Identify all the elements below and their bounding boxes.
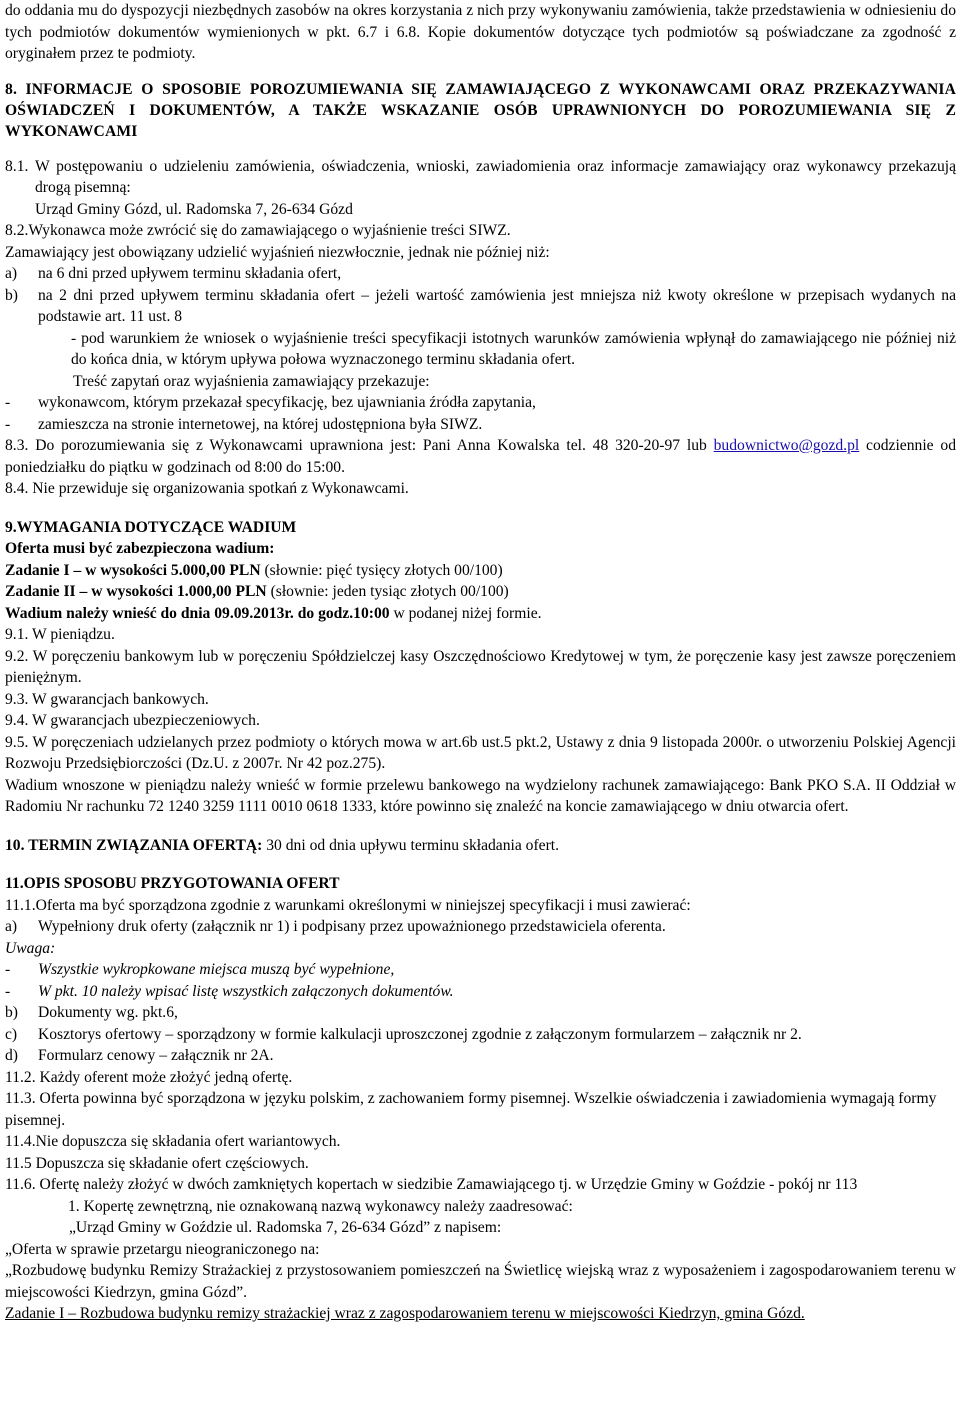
point-number: 8.1. xyxy=(5,157,29,175)
deposit-deadline xyxy=(5,603,956,625)
envelope-instruction xyxy=(5,1196,956,1218)
point-11-4: 11.4.Nie dopuszcza się składania ofert wariantowych. xyxy=(5,1133,341,1150)
envelope-number: 1. xyxy=(68,1197,80,1215)
offer-item-b xyxy=(5,1002,956,1024)
spacer xyxy=(5,856,956,873)
section-8-heading: 8. INFORMACJE O SPOSOBIE POROZUMIEWANIA SIĘ ZAMAWIAJĄCEGO Z WYKONAWCAMI ORAZ PRZEKAZYWANIA OŚWIADCZEŃ I DOKUMENTÓW, A TAKŻE WSKAZANIE OSÓB UPRAWNIONYCH DO POROZUMIEWANIA SIĘ Z WYKONAWCAMI xyxy=(5,80,956,140)
list-item-b xyxy=(5,285,956,328)
list-item-a xyxy=(5,263,956,285)
note-label: Uwaga: xyxy=(5,939,56,957)
spacer xyxy=(5,142,956,156)
point-9-2: 9.2. W poręczeniu bankowym lub w poręczeniu Spółdzielczej kasy Oszczędnościowo Kredytowej w tym, że poręczenie kasy jest zawsze poręczeniem pieniężnym. xyxy=(5,647,956,686)
point-8-4: 8.4. Nie przewiduje się organizowania spotkań z Wykonawcami. xyxy=(5,480,409,497)
list-text: Kosztorys ofertowy – sporządzony w formie kalkulacji uproszczonej zgodnie z załączonym formularzem – załącznik nr 2. xyxy=(38,1025,802,1043)
point-11-3: 11.3. Oferta powinna być sporządzona w języku polskim, z zachowaniem formy pisemnej. Wszelkie oświadczenia i zawiadomienia wymagają formy pisemnej. xyxy=(5,1090,937,1129)
contact-hours: codziennie od poniedziałku do piątku w godzinach od 8:00 do 15:00. xyxy=(5,437,956,476)
point-11-2: 11.2. Każdy oferent może złożyć jedną ofertę. xyxy=(5,1068,293,1086)
dash-item-2 xyxy=(5,414,956,436)
point-8-2-deadline: Zamawiający jest obowiązany udzielić wyjaśnień niezwłocznie, jednak nie później niż: xyxy=(5,243,550,261)
list-text: Dokumenty wg. pkt.6, xyxy=(38,1004,178,1021)
contact-text: 8.3. Do porozumiewania się z Wykonawcami uprawniona jest: Pani Anna Kowalska tel. 48 320-20-97 lub xyxy=(5,437,707,454)
list-label: b) xyxy=(5,1004,18,1021)
point-text: W postępowaniu o udzieleniu zamówienia, oświadczenia, wnioski, zawiadomienia oraz informacje zamawiający oraz wykonawcy przekazują drogą pisemną: xyxy=(35,157,956,196)
condition-paragraph: - pod warunkiem że wniosek o wyjaśnienie treści specyfikacji istotnych warunków zamówienia wpłynął do zamawiającego nie później niż do końca dnia, w którym upływa połowa wyznaczonego terminu składania ofert. xyxy=(71,329,956,368)
deadline-bold: Wadium należy wnieść do dnia 09.09.2013r. do godz.10:00 xyxy=(5,604,390,622)
spacer xyxy=(5,500,956,517)
section-9-heading: 9.WYMAGANIA DOTYCZĄCE WADIUM xyxy=(5,518,297,536)
offer-item-d xyxy=(5,1045,956,1067)
deadline-rest: w podanej niżej formie. xyxy=(389,604,542,622)
point-9-4: 9.4. W gwarancjach ubezpieczeniowych. xyxy=(5,712,260,729)
list-label: c) xyxy=(5,1025,18,1043)
list-label: a) xyxy=(5,265,18,282)
questions-paragraph: Treść zapytań oraz wyjaśnienia zamawiający przekazuje: xyxy=(73,372,430,390)
point-11-1: 11.1.Oferta ma być sporządzona zgodnie z warunkami określonymi w niniejszej specyfikacji i musi zawierać: xyxy=(5,896,691,914)
task-2-deposit xyxy=(5,581,956,603)
envelope-address: „Urząd Gminy w Goździe ul. Radomska 7, 26-634 Gózd” z napisem: xyxy=(69,1219,502,1236)
section-10-text: 30 dni od dnia upływu terminu składania ofert. xyxy=(262,836,560,854)
spacer xyxy=(5,818,956,835)
offer-item-a xyxy=(5,916,956,938)
tender-title: „Rozbudowę budynku Remizy Strażackiej z przystosowaniem pomieszczeń na Świetlicę wiejską wraz z wyposażeniem i zagospodarowaniem terenu w miejscowości Kiedrzyn, gmina Gózd”. xyxy=(5,1262,956,1301)
dash-mark: - xyxy=(5,961,11,978)
section-10 xyxy=(5,835,956,857)
email-link[interactable]: budownictwo@gozd.pl xyxy=(713,437,860,454)
list-text: Formularz cenowy – załącznik nr 2A. xyxy=(38,1047,274,1064)
envelope-text: Kopertę zewnętrzną, nie oznakowaną nazwą wykonawcy należy zaadresować: xyxy=(79,1197,573,1215)
point-8-1 xyxy=(5,156,956,199)
point-8-2: 8.2.Wykonawca może zwrócić się do zamawiającego o wyjaśnienie treści SIWZ. xyxy=(5,222,511,239)
task-1-deposit xyxy=(5,560,956,582)
list-text: na 6 dni przed upływem terminu składania ofert, xyxy=(38,265,342,282)
dash-mark: - xyxy=(5,415,11,433)
intro-paragraph: do oddania mu do dyspozycji niezbędnych zasobów na okres korzystania z nich przy wykonywaniu zamówienia, także przedstawienia w odniesieniu do tych podmiotów dokumentów wymienionych w pkt. 6.7 i 6.8. Kopie dokumentów dotyczące tych podmiotów są poświadczane za zgodność z oryginałem przez te podmioty. xyxy=(5,2,956,62)
dash-mark: - xyxy=(5,394,11,411)
spacer xyxy=(5,65,956,79)
note-text: Wszystkie wykropkowane miejsca muszą być wypełnione, xyxy=(38,961,395,978)
section-11-heading: 11.OPIS SPOSOBU PRZYGOTOWANIA OFERT xyxy=(5,875,340,892)
offer-item-c xyxy=(5,1024,956,1046)
bank-transfer-paragraph: Wadium wnoszone w pieniądzu należy wnieść w formie przelewu bankowego na wydzielony rachunek zamawiającego: Bank PKO S.A. II Oddział w Radomiu Nr rachunku 72 1240 3259 1111 0010 0618 1333, które powinno się znaleźć na koncie zamawiającego w dniu otwarcia ofert. xyxy=(5,776,956,815)
point-8-3 xyxy=(5,435,956,478)
task-1-words: (słownie: pięć tysięcy złotych 00/100) xyxy=(260,561,503,579)
list-label: b) xyxy=(5,286,18,304)
list-label: d) xyxy=(5,1047,18,1064)
point-11-6: 11.6. Ofertę należy złożyć w dwóch zamkniętych kopertach w siedzibie Zamawiającego tj. w Urzędzie Gminy w Goździe - pokój nr 113 xyxy=(5,1176,858,1193)
task-1-amount: Zadanie I – w wysokości 5.000,00 PLN xyxy=(5,561,261,579)
note-text: W pkt. 10 należy wpisać listę wszystkich załączonych dokumentów. xyxy=(38,982,454,1000)
task-1-title: Zadanie I – Rozbudowa budynku remizy strażackiej wraz z zagospodarowaniem terenu w miejscowości Kiedrzyn, gmina Gózd. xyxy=(5,1305,805,1322)
list-text: Wypełniony druk oferty (załącznik nr 1) i podpisany przez upoważnionego przedstawiciela oferenta. xyxy=(38,918,666,935)
section-10-heading: 10. TERMIN ZWIĄZANIA OFERTĄ: xyxy=(5,836,263,854)
office-address: Urząd Gminy Gózd, ul. Radomska 7, 26-634 Gózd xyxy=(35,200,353,218)
list-text: na 2 dni przed upływem terminu składania ofert – jeżeli wartość zamówienia jest mniejsza niż kwoty określone w przepisach wydanych na podstawie art. 11 ust. 8 xyxy=(38,286,956,325)
tender-title-intro: „Oferta w sprawie przetargu nieograniczonego na: xyxy=(5,1240,320,1258)
list-label: a) xyxy=(5,918,18,935)
dash-text: zamieszcza na stronie internetowej, na której udostępniona była SIWZ. xyxy=(38,415,483,433)
point-9-5: 9.5. W poręczeniach udzielanych przez podmioty o których mowa w art.6b ust.5 pkt.2, Ustawy z dnia 9 listopada 2000r. o utworzeniu Polskiej Agencji Rozwoju Przedsiębiorczości (Dz.U. z 2007r. Nr 42 poz.275). xyxy=(5,733,956,772)
dash-item-1 xyxy=(5,392,956,414)
note-item-2 xyxy=(5,981,956,1003)
point-9-1: 9.1. W pieniądzu. xyxy=(5,626,115,643)
task-2-words: (słownie: jeden tysiąc złotych 00/100) xyxy=(266,583,509,600)
bid-security-subheading: Oferta musi być zabezpieczona wadium: xyxy=(5,540,275,557)
dash-mark: - xyxy=(5,982,11,1000)
point-11-5: 11.5 Dopuszcza się składanie ofert częściowych. xyxy=(5,1154,309,1172)
point-9-3: 9.3. W gwarancjach bankowych. xyxy=(5,690,209,708)
task-2-amount: Zadanie II – w wysokości 1.000,00 PLN xyxy=(5,583,267,600)
note-item-1 xyxy=(5,959,956,981)
dash-text: wykonawcom, którym przekazał specyfikację, bez ujawniania źródła zapytania, xyxy=(38,394,536,411)
